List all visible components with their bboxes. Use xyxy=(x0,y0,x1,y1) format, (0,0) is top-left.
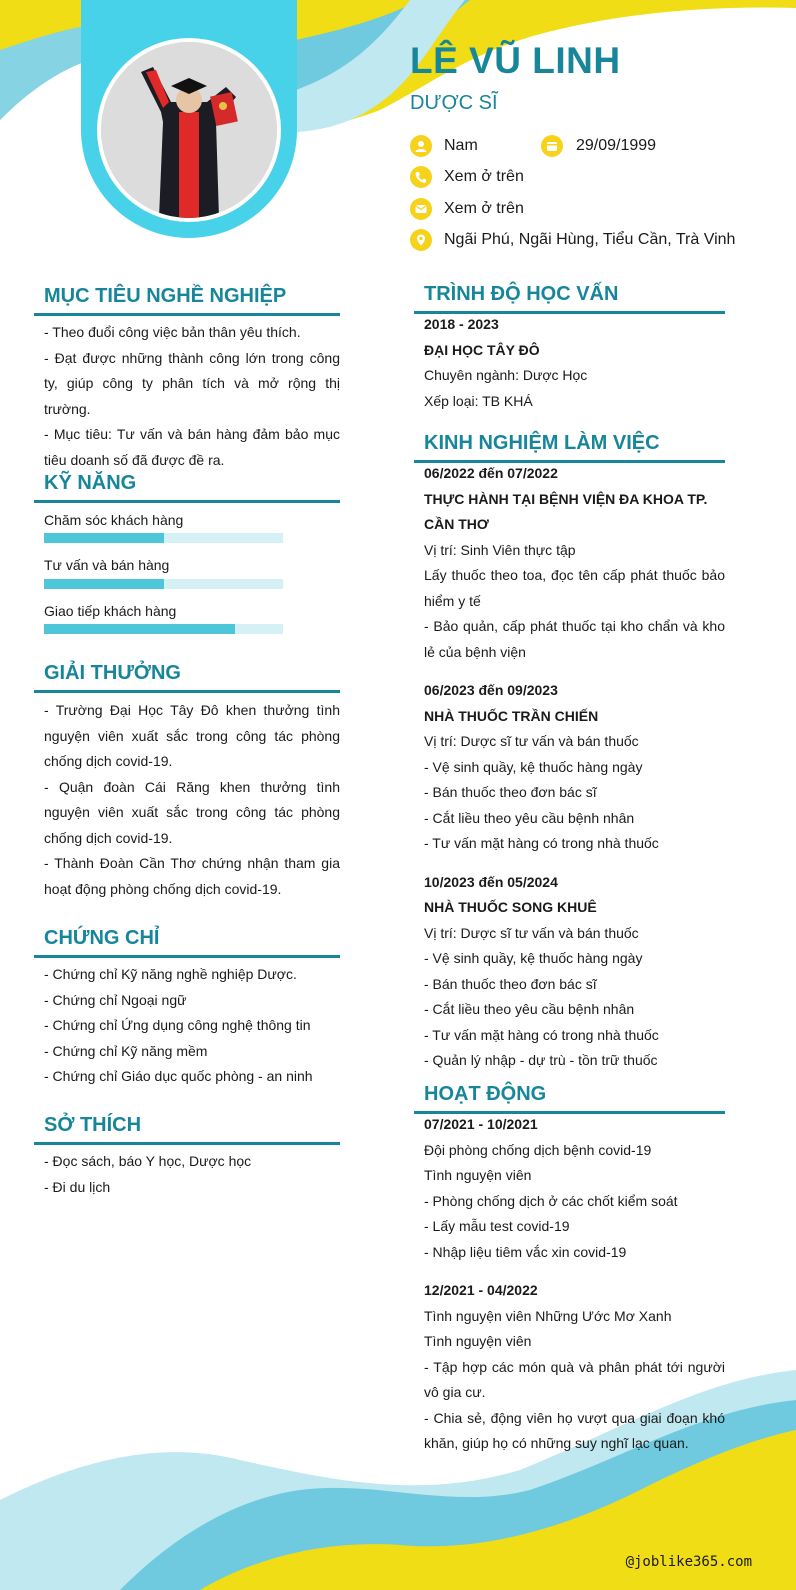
location-icon xyxy=(410,229,432,251)
experience-heading: KINH NGHIỆM LÀM VIỆC xyxy=(414,432,725,463)
certificate-line: - Chứng chỉ Ngoại ngữ xyxy=(44,991,187,1008)
job-period: 10/2023 đến 05/2024 xyxy=(424,873,558,890)
education-period: 2018 - 2023 xyxy=(424,316,499,332)
job-line: - Cắt liều theo yêu cầu bệnh nhân xyxy=(424,1001,635,1017)
job-line: Lấy thuốc theo toa, đọc tên cấp phát thuốc bảo hiểm y tế xyxy=(424,567,725,609)
job-line: - Tư vấn mặt hàng có trong nhà thuốc xyxy=(424,1026,659,1043)
job-line: Vị trí: Sinh Viên thực tập xyxy=(424,541,576,558)
awards-heading: GIẢI THƯỞNG xyxy=(34,662,340,693)
award-line: - Quận đoàn Cái Răng khen thưởng tình nguyện viên xuất sắc trong công tác phòng chống dịch covid-19. xyxy=(44,778,340,846)
activity-line: - Chia sẻ, động viên họ vượt qua giai đoạn khó khăn, giúp họ có những suy nghĩ lạc quan. xyxy=(424,1409,725,1451)
certificate-line: - Chứng chỉ Kỹ năng nghề nghiệp Dược. xyxy=(44,966,297,982)
activity-line: - Nhập liệu tiêm vắc xin covid-19 xyxy=(424,1243,627,1260)
award-line: - Trường Đại Học Tây Đô khen thưởng tình nguyện viên xuất sắc trong công tác phòng chống dịch covid-19. xyxy=(44,702,340,769)
education-heading: TRÌNH ĐỘ HỌC VẤN xyxy=(414,283,725,314)
address-row xyxy=(410,229,735,251)
awards-text xyxy=(44,698,340,902)
job-line: - Bán thuốc theo đơn bác sĩ xyxy=(424,975,597,992)
job-line: - Vệ sinh quầy, kệ thuốc hàng ngày xyxy=(424,950,643,966)
phone-value: Xem ở trên xyxy=(444,168,524,185)
experience-block xyxy=(424,461,725,1074)
skill-bar-fill xyxy=(44,579,164,589)
skill-name: Giao tiếp khách hàng xyxy=(44,603,177,619)
education-block xyxy=(424,312,725,414)
skill-bar-fill xyxy=(44,624,235,634)
objective-line: - Mục tiêu: Tư vấn và bán hàng đảm bảo mục tiêu doanh số đã được đề ra. xyxy=(44,426,340,468)
objective-line: - Đạt được những thành công lớn trong công ty, giúp công ty phân tích và mở rộng thị trường. xyxy=(44,349,340,417)
dob-value: 29/09/1999 xyxy=(576,137,657,154)
avatar xyxy=(101,42,277,218)
hobbies-text xyxy=(44,1149,340,1200)
activity-line: Tình nguyện viên xyxy=(424,1333,532,1349)
objective-line: - Theo đuổi công việc bản thân yêu thích. xyxy=(44,324,301,340)
objective-text xyxy=(44,320,340,473)
skill-bar xyxy=(44,533,283,543)
candidate-name: LÊ VŨ LINH xyxy=(410,40,621,81)
certificate-line: - Chứng chỉ Ứng dụng công nghệ thông tin xyxy=(44,1017,311,1033)
address-value: Ngãi Phú, Ngãi Hùng, Tiểu Cần, Trà Vinh xyxy=(444,231,736,248)
skill-name: Tư vấn và bán hàng xyxy=(44,557,170,573)
email-row xyxy=(410,198,524,220)
certificates-text xyxy=(44,962,340,1090)
activity-line: Tình nguyện viên xyxy=(424,1167,532,1183)
activity-line: - Tập hợp các món quà và phân phát tới người vô gia cư. xyxy=(424,1358,725,1400)
activity-period: 12/2021 - 04/2022 xyxy=(424,1282,538,1298)
job-company: NHÀ THUỐC SONG KHUÊ xyxy=(424,899,597,915)
activity-line: Đội phòng chống dịch bệnh covid-19 xyxy=(424,1141,652,1158)
activity-line: Tình nguyện viên Những Ước Mơ Xanh xyxy=(424,1307,672,1324)
job-line: Vị trí: Dược sĩ tư vấn và bán thuốc xyxy=(424,733,639,749)
job-period: 06/2023 đến 09/2023 xyxy=(424,682,558,698)
certificate-line: - Chứng chỉ Giáo dục quốc phòng - an ninh xyxy=(44,1068,313,1084)
mail-icon xyxy=(410,198,432,220)
email-value: Xem ở trên xyxy=(444,200,524,217)
job-line: Vị trí: Dược sĩ tư vấn và bán thuốc xyxy=(424,924,639,941)
phone-row xyxy=(410,166,524,188)
job-line: - Bảo quản, cấp phát thuốc tại kho chẩn và kho lẻ của bệnh viện xyxy=(424,618,725,660)
hobby-line: - Đi du lịch xyxy=(44,1178,111,1195)
activities-heading: HOẠT ĐỘNG xyxy=(414,1083,725,1114)
user-icon xyxy=(410,135,432,157)
hobby-line: - Đọc sách, báo Y học, Dược học xyxy=(44,1153,252,1169)
job-title: DƯỢC SĨ xyxy=(410,92,498,114)
objective-heading: MỤC TIÊU NGHỀ NGHIỆP xyxy=(34,285,340,316)
award-line: - Thành Đoàn Cần Thơ chứng nhận tham gia hoạt động phòng chống dịch covid-19. xyxy=(44,855,340,897)
education-school: ĐẠI HỌC TÂY ĐÔ xyxy=(424,341,540,358)
gender-value: Nam xyxy=(444,137,478,154)
activity-line: - Lấy mẫu test covid-19 xyxy=(424,1218,570,1234)
education-major: Chuyên ngành: Dược Học xyxy=(424,367,588,383)
skill-bar xyxy=(44,624,283,634)
job-line: - Bán thuốc theo đơn bác sĩ xyxy=(424,784,597,800)
education-grade: Xếp loại: TB KHÁ xyxy=(424,392,533,409)
footer-brand: @joblike365.com xyxy=(625,1554,752,1570)
job-line: - Tư vấn mặt hàng có trong nhà thuốc xyxy=(424,835,659,851)
certificate-line: - Chứng chỉ Kỹ năng mềm xyxy=(44,1042,208,1059)
skills-heading: KỸ NĂNG xyxy=(34,472,340,503)
gender-row xyxy=(410,135,478,157)
phone-icon xyxy=(410,166,432,188)
certificates-heading: CHỨNG CHỈ xyxy=(34,927,340,958)
job-line: - Quản lý nhập - dự trù - tồn trữ thuốc xyxy=(424,1052,658,1068)
calendar-icon xyxy=(541,135,563,157)
job-company: NHÀ THUỐC TRẦN CHIẾN xyxy=(424,707,599,724)
skill-name: Chăm sóc khách hàng xyxy=(44,512,184,528)
activity-line: - Phòng chống dịch ở các chốt kiểm soát xyxy=(424,1192,678,1209)
job-line: - Vệ sinh quầy, kệ thuốc hàng ngày xyxy=(424,758,643,775)
job-company: THỰC HÀNH TẠI BỆNH VIỆN ĐA KHOA TP. CẦN THƠ xyxy=(424,490,708,532)
job-period: 06/2022 đến 07/2022 xyxy=(424,465,558,481)
job-line: - Cắt liều theo yêu cầu bệnh nhân xyxy=(424,809,635,826)
skill-bar-fill xyxy=(44,533,164,543)
hobbies-heading: SỞ THÍCH xyxy=(34,1114,340,1145)
skill-bar xyxy=(44,579,283,589)
activities-block xyxy=(424,1112,725,1457)
activity-period: 07/2021 - 10/2021 xyxy=(424,1116,538,1132)
dob-row xyxy=(541,135,656,157)
